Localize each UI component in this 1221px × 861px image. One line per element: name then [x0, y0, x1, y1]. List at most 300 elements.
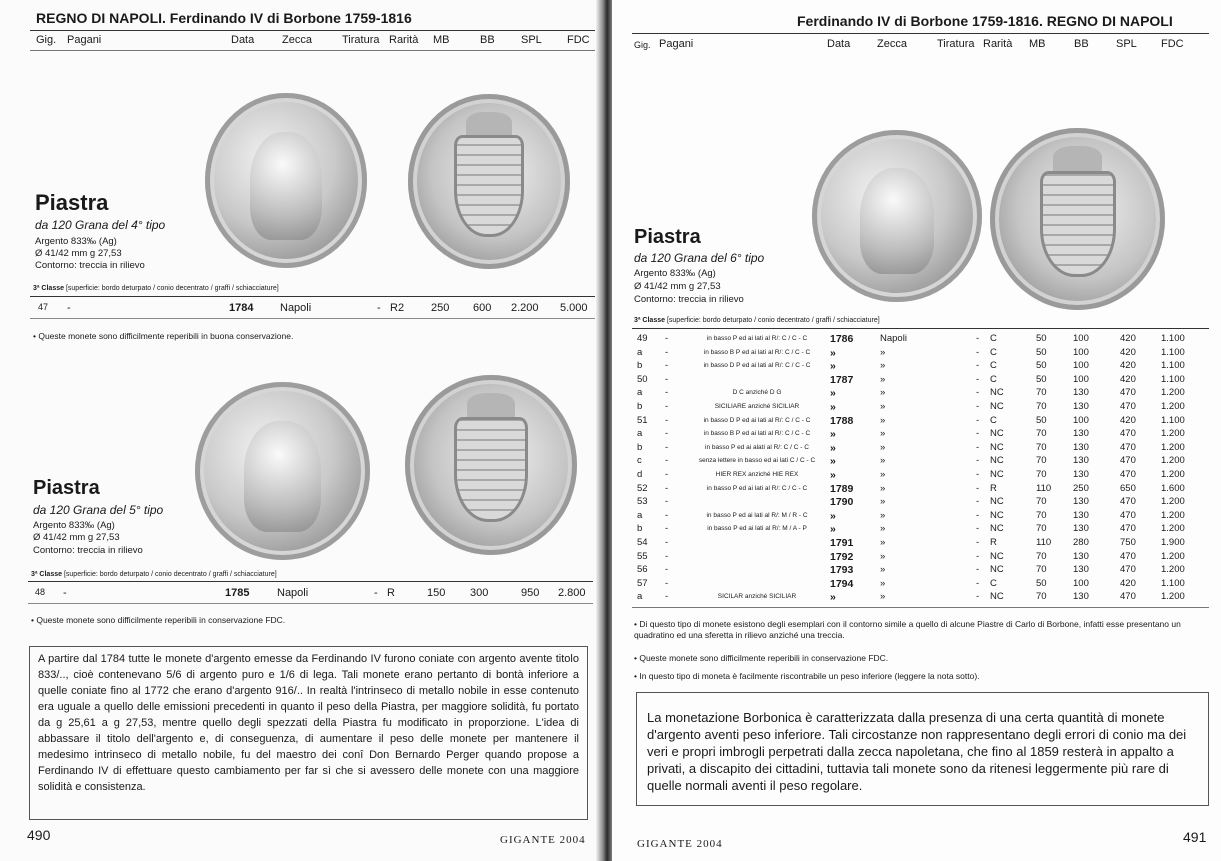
row-bb: 130 [1073, 564, 1089, 576]
row-num: 57 [637, 577, 648, 589]
row-bb: 100 [1073, 346, 1089, 358]
coin1-class [33, 285, 279, 292]
row-bb: 250 [1073, 482, 1089, 494]
row-zecca: » [880, 469, 886, 480]
row-zecca: Napoli [880, 333, 907, 344]
table-bottom-rule [632, 607, 1209, 608]
row-dash: - [665, 414, 669, 426]
page-footer: GIGANTE 2004 [500, 834, 586, 846]
col-pagani: Pagani [659, 38, 694, 50]
crown-emblem [467, 393, 515, 420]
row-num: 52 [637, 482, 648, 494]
row-zecca: » [880, 414, 886, 426]
coin1-obverse-image [205, 93, 367, 268]
row-date: 1785 [225, 587, 250, 599]
row-fdc: 1.200 [1161, 469, 1185, 480]
coin-class [634, 317, 880, 324]
row-fdc: 1.100 [1161, 373, 1185, 385]
coin2-metal: Argento 833‰ (Ag) [33, 520, 115, 531]
row-dash: - [665, 509, 669, 521]
coin-obverse-image [812, 130, 982, 302]
row-rarity: NC [990, 387, 1004, 399]
row-date: » [830, 523, 836, 536]
section-title: REGNO DI NAPOLI. Ferdinando IV di Borbone 1759-1816 [36, 10, 412, 26]
row-date: » [830, 591, 836, 604]
info-box: La monetazione Borbonica è caratterizzata dalla presenza di una certa quantità di monete d'argento aventi peso inferiore. Tali circostanze non rappresentano degli errori di conio ma dei veri e propri imbrogli perpetrati dalla zecca napoletana, che fino al 1859 resterà in appalto a privati, a discapito dei cittadini, tuttavia tali monete sono da ritenesi leggermente più rare di quelle normali aventi il peso regolare. [636, 692, 1209, 806]
row-spl: 750 [1120, 537, 1136, 548]
row-dash: - [665, 387, 669, 399]
row-rarity-dash: - [976, 387, 980, 399]
row-num: 54 [637, 537, 648, 548]
row-rarity-dash: - [976, 496, 980, 508]
row-bb: 130 [1073, 591, 1089, 603]
row-rarity: NC [990, 441, 1004, 453]
row-fdc: 1.200 [1161, 496, 1185, 508]
row-dash: - [665, 537, 669, 548]
row-rarity-dash: - [377, 302, 381, 314]
row-bb: 130 [1073, 550, 1089, 562]
row-date: 1793 [830, 564, 854, 577]
row-fdc: 1.200 [1161, 387, 1185, 399]
coin1-note: • Queste monete sono difficilmente reperibili in buona conservazione. [33, 331, 294, 341]
row-dash: - [665, 346, 669, 358]
row-spl: 950 [521, 587, 540, 599]
table-row [612, 375, 1202, 386]
row-bb: 130 [1073, 523, 1089, 535]
coat-of-arms-shield [1043, 174, 1113, 274]
portrait-bust [250, 132, 321, 241]
row-bb: 600 [473, 302, 492, 314]
row-date: 1784 [229, 302, 254, 314]
row-spl: 470 [1120, 591, 1136, 603]
row-date: » [830, 387, 836, 400]
row-spl: 420 [1120, 373, 1136, 385]
row-date: 1792 [830, 550, 854, 563]
row-spl: 470 [1120, 455, 1136, 467]
coin2-edge: Contorno: treccia in rilievo [33, 545, 143, 556]
table-row [612, 416, 1202, 427]
row-rarity-dash: - [374, 587, 378, 599]
table-row [0, 587, 600, 601]
row-dash: - [665, 441, 669, 453]
row-rarity-dash: - [976, 469, 980, 480]
section-title: Ferdinando IV di Borbone 1759-1816. REGNO DI NAPOLI [797, 13, 1173, 29]
table-row [612, 429, 1202, 440]
row-bb: 100 [1073, 577, 1089, 589]
table-row [612, 579, 1202, 590]
row-fdc: 1.200 [1161, 441, 1185, 453]
coin2-note: • Queste monete sono difficilmente reperibili in conservazione FDC. [31, 615, 286, 625]
row-zecca: » [880, 373, 886, 385]
row-description: in basso P ed ai lati al R/: M / R - C [706, 511, 808, 519]
coin-metal: Argento 833‰ (Ag) [634, 268, 716, 279]
row-fdc: 1.100 [1161, 577, 1185, 589]
table-row [612, 443, 1202, 454]
row-num: a [637, 428, 643, 440]
row-date: » [830, 346, 836, 359]
class-description: [superficie: bordo deturpato / conio decentrato / graffi / schiacciature] [64, 285, 279, 292]
row-num: 51 [637, 414, 648, 426]
table-row [612, 511, 1202, 522]
row-rarity: NC [990, 509, 1004, 521]
page-number: 491 [1183, 829, 1207, 845]
row-mb: 70 [1036, 455, 1047, 467]
row-rarity-dash: - [976, 523, 980, 535]
row-dash: - [665, 428, 669, 440]
header-rule [30, 50, 595, 51]
row-description: HIER REX anziché HIE REX [715, 471, 799, 478]
col-mb: MB [1029, 38, 1046, 50]
crown-emblem [1053, 146, 1102, 173]
row-num: 56 [637, 564, 648, 576]
row-description: in basso P ed ai lati al R/: C / C - C [706, 335, 808, 342]
coin-edge: Contorno: treccia in rilievo [634, 294, 744, 305]
row-dash: - [665, 550, 669, 562]
coin-reverse-image [990, 128, 1165, 310]
coin2-obverse-image [195, 382, 370, 560]
col-zecca: Zecca [282, 34, 312, 46]
row-zecca: » [880, 577, 886, 589]
row-mb: 50 [1036, 577, 1047, 589]
row-zecca: » [880, 496, 886, 508]
row-rarity: C [990, 333, 997, 344]
row-fdc: 1.200 [1161, 401, 1185, 412]
row-dash: - [665, 333, 669, 344]
row-dash: - [665, 577, 669, 589]
table-row [612, 484, 1202, 495]
col-rarita: Rarità [389, 34, 419, 46]
table-row [612, 592, 1202, 603]
col-gig: Gig. [36, 34, 57, 46]
row-mb: 250 [431, 302, 450, 314]
row-bb: 130 [1073, 441, 1089, 453]
row-rarity-dash: - [976, 537, 980, 548]
row-fdc: 1.100 [1161, 414, 1185, 426]
row-spl: 470 [1120, 469, 1136, 480]
coin1-reverse-image [408, 94, 570, 269]
row-fdc: 2.800 [558, 587, 586, 599]
row-rarity-dash: - [976, 550, 980, 562]
row-dash: - [665, 496, 669, 508]
row-rarity-dash: - [976, 455, 980, 467]
row-dash: - [665, 523, 669, 535]
row-zecca: Napoli [277, 587, 309, 599]
info-box: A partire dal 1784 tutte le monete d'argento emesse da Ferdinando IV furono coniate con argento avente titolo 833/.., cioè contenevano 5/6 di argento puro e 1/6 di lega. Tali monete erano pertanto di bontà inferiore a quelle coniate fino al 1772 che erano d'argento 916/.. In realtà l'intrinseco di metallo nobile in esse contenuto era uguale a quello delle emissioni precedenti in quanto il peso della Piastra, per maggiore solidità, fu portato da g 25,61 a g 27,53, mentre quello degli spezzati della Piastra fu modificato in proporzione. L'idea di abbassare il titolo dell'argento e, di conseguenza, di aumentare il peso delle monete per mantenere il medesimo intrinseco di metallo nobile, fu del maestro dei conî Don Bernardo Perger quando propose a Ferdinando IV di effettuare questo cambiamento per far sì che si avessero delle monete con una maggiore solidità e consistenza. [29, 646, 588, 820]
row-bb: 130 [1073, 428, 1089, 440]
row-spl: 470 [1120, 441, 1136, 453]
variant-table [612, 334, 1221, 606]
row-description: in basso B P ed ai lati al R/: C / C - C [703, 348, 811, 356]
row-mb: 150 [427, 587, 446, 599]
coin1-edge: Contorno: treccia in rilievo [35, 260, 145, 271]
row-dash: - [665, 360, 669, 372]
row-zecca: » [880, 523, 886, 535]
row-zecca: » [880, 509, 886, 521]
row-zecca: » [880, 428, 886, 440]
row-fdc: 5.000 [560, 302, 588, 314]
row-rarity-dash: - [976, 428, 980, 440]
row-mb: 110 [1036, 482, 1052, 494]
row-spl: 650 [1120, 482, 1136, 494]
row-fdc: 1.600 [1161, 482, 1185, 494]
row-rarity: C [990, 360, 997, 372]
row-spl: 420 [1120, 360, 1136, 372]
row-num: b [637, 441, 643, 453]
col-tiratura: Tiratura [342, 34, 380, 46]
row-rule [30, 296, 595, 297]
row-zecca: » [880, 482, 886, 494]
row-fdc: 1.200 [1161, 550, 1185, 562]
table-header [0, 34, 600, 48]
row-rarity: NC [990, 523, 1004, 535]
row-date: 1790 [830, 496, 854, 509]
col-spl: SPL [1116, 38, 1137, 50]
row-description: D C anziché D G [732, 389, 782, 397]
row-date: 1794 [830, 577, 854, 590]
row-description: in basso P ed ai lati al R/: C / C - C [706, 484, 808, 492]
class-label: 3ª Classe [31, 571, 63, 578]
table-row [612, 361, 1202, 372]
col-spl: SPL [521, 34, 542, 46]
page-footer: GIGANTE 2004 [637, 838, 723, 850]
row-date: 1791 [830, 537, 854, 549]
row-spl: 470 [1120, 428, 1136, 440]
row-rarity: NC [990, 496, 1004, 508]
row-zecca: » [880, 346, 886, 358]
row-num: 48 [35, 587, 46, 597]
row-num: a [637, 591, 643, 603]
col-gig: Gig. [634, 40, 651, 50]
row-mb: 70 [1036, 469, 1047, 480]
row-rarity-dash: - [976, 577, 980, 589]
table-row [612, 334, 1202, 345]
row-spl: 470 [1120, 496, 1136, 508]
row-rarity-dash: - [976, 414, 980, 426]
row-num: b [637, 523, 643, 535]
row-zecca: Napoli [280, 302, 312, 314]
row-num: 55 [637, 550, 648, 562]
row-description: in basso D P ed ai lati al R/: C / C - C [703, 416, 811, 424]
row-description: SICILIARE anziché SICILIAR [714, 403, 800, 410]
row-dash: - [67, 302, 71, 314]
coin1-metal: Argento 833‰ (Ag) [35, 236, 117, 247]
coin-subtitle: da 120 Grana del 6° tipo [634, 251, 765, 265]
row-description: in basso P ed ai lati al R/: M / A - P [707, 525, 807, 533]
row-dash: - [665, 482, 669, 494]
row-zecca: » [880, 401, 886, 412]
coin1-subtitle: da 120 Grana del 4° tipo [35, 218, 166, 232]
variant-note-2: • Queste monete sono difficilmente reperibili in conservazione FDC. [634, 653, 889, 663]
row-description: in basso P ed ai alati al R/: C / C - C [705, 443, 809, 451]
row-mb: 50 [1036, 373, 1047, 385]
row-rarity: R [990, 537, 997, 548]
row-description: senza lettere in basso ed ai lati C / C - C [698, 457, 816, 465]
coin1-name: Piastra [35, 190, 109, 215]
row-num: 53 [637, 496, 648, 508]
row-zecca: » [880, 550, 886, 562]
row-fdc: 1.200 [1161, 591, 1185, 603]
coin-name: Piastra [634, 226, 701, 248]
row-fdc: 1.200 [1161, 509, 1185, 521]
row-bb: 130 [1073, 496, 1089, 508]
row-rarity: R [990, 482, 997, 494]
table-row [612, 402, 1202, 413]
row-spl: 420 [1120, 414, 1136, 426]
col-pagani: Pagani [67, 34, 102, 46]
coin2-name: Piastra [33, 477, 100, 499]
class-label: 3ª Classe [634, 317, 666, 324]
row-rarity: C [990, 346, 997, 358]
right-page [612, 0, 1221, 861]
table-row [612, 497, 1202, 508]
row-mb: 70 [1036, 564, 1047, 576]
col-rarita: Rarità [983, 38, 1013, 50]
row-dash: - [665, 401, 669, 412]
row-num: 49 [637, 333, 648, 344]
coin2-dimensions: Ø 41/42 mm g 27,53 [33, 532, 120, 543]
variant-note-1: • Di questo tipo di monete esistono degli esemplari con il contorno simile a quello di alcune Piastre di Carlo di Borbone, infatti esse presentano un quadratino ed una sferetta in rilievo anziché una treccia. [634, 619, 1181, 640]
row-mb: 70 [1036, 509, 1047, 521]
coin2-subtitle: da 120 Grana del 5° tipo [33, 503, 164, 517]
row-fdc: 1.200 [1161, 564, 1185, 576]
row-rarity-dash: - [976, 346, 980, 358]
row-mb: 70 [1036, 387, 1047, 399]
coin1-dimensions: Ø 41/42 mm g 27,53 [35, 248, 122, 259]
coin-dimensions: Ø 41/42 mm g 27,53 [634, 281, 721, 292]
row-rarity-dash: - [976, 509, 980, 521]
row-num: a [637, 387, 643, 399]
col-fdc: FDC [567, 34, 590, 46]
row-bb: 130 [1073, 401, 1089, 412]
row-fdc: 1.200 [1161, 455, 1185, 467]
col-mb: MB [433, 34, 450, 46]
row-bb: 100 [1073, 333, 1089, 344]
table-row [612, 470, 1202, 481]
row-rarity: NC [990, 591, 1004, 603]
col-fdc: FDC [1161, 38, 1184, 50]
class-label: 3ª Classe [33, 285, 65, 292]
row-rarity-dash: - [976, 360, 980, 372]
row-zecca: » [880, 441, 886, 453]
row-spl: 420 [1120, 333, 1136, 344]
row-fdc: 1.200 [1161, 428, 1185, 440]
row-rule [28, 581, 593, 582]
row-bb: 100 [1073, 414, 1089, 426]
row-dash: - [665, 373, 669, 385]
row-rarity: NC [990, 564, 1004, 576]
crown-emblem [466, 112, 511, 138]
row-fdc: 1.200 [1161, 523, 1185, 535]
row-rarity: NC [990, 550, 1004, 562]
col-tiratura: Tiratura [937, 38, 975, 50]
table-row [612, 456, 1202, 467]
row-description: in basso D P ed ai lati al R/: C / C - C [703, 362, 811, 370]
row-rarity-dash: - [976, 482, 980, 494]
row-mb: 50 [1036, 414, 1047, 426]
row-dash: - [665, 564, 669, 576]
row-date: 1788 [830, 414, 854, 427]
col-data: Data [827, 38, 851, 50]
row-bb: 280 [1073, 537, 1089, 548]
row-bb: 130 [1073, 387, 1089, 399]
row-rule [632, 328, 1209, 329]
row-dash: - [665, 455, 669, 467]
row-mb: 50 [1036, 333, 1047, 344]
row-dash: - [665, 591, 669, 603]
row-spl: 470 [1120, 509, 1136, 521]
row-spl: 470 [1120, 387, 1136, 399]
coin2-reverse-image [405, 375, 577, 555]
row-date: » [830, 455, 836, 468]
table-row [612, 388, 1202, 399]
row-zecca: » [880, 455, 886, 467]
row-mb: 70 [1036, 496, 1047, 508]
row-num: c [637, 455, 642, 467]
col-bb: BB [480, 34, 495, 46]
left-page [0, 0, 600, 861]
row-num: d [637, 469, 643, 480]
table-row [0, 302, 600, 316]
row-rule [30, 318, 595, 319]
row-spl: 470 [1120, 401, 1136, 412]
row-mb: 110 [1036, 537, 1052, 548]
row-date: » [830, 441, 836, 454]
coat-of-arms-shield [457, 420, 526, 519]
row-date: » [830, 401, 836, 413]
row-rarity-dash: - [976, 373, 980, 385]
row-rarity: C [990, 373, 997, 385]
col-bb: BB [1074, 38, 1089, 50]
portrait-bust [860, 168, 935, 275]
row-bb: 130 [1073, 469, 1089, 480]
row-rarity-dash: - [976, 441, 980, 453]
row-rarity-dash: - [976, 564, 980, 576]
row-mb: 70 [1036, 523, 1047, 535]
row-num: b [637, 401, 643, 412]
row-rarity: R [387, 587, 395, 599]
row-date: 1786 [830, 333, 854, 345]
row-rarity: NC [990, 401, 1004, 412]
row-zecca: » [880, 537, 886, 548]
col-data: Data [231, 34, 255, 46]
row-bb: 100 [1073, 373, 1089, 385]
row-date: » [830, 509, 836, 522]
row-num: a [637, 346, 643, 358]
coat-of-arms-shield [457, 138, 522, 234]
row-num: 50 [637, 373, 648, 385]
row-rule [28, 603, 593, 604]
row-date: » [830, 360, 836, 373]
row-date: 1787 [830, 373, 854, 386]
row-description: SICILAR anziché SICILIAR [717, 593, 797, 601]
row-mb: 70 [1036, 591, 1047, 603]
table-header [612, 38, 1221, 52]
row-fdc: 1.900 [1161, 537, 1185, 548]
row-mb: 50 [1036, 360, 1047, 372]
row-mb: 50 [1036, 346, 1047, 358]
row-mb: 70 [1036, 550, 1047, 562]
row-rarity-dash: - [976, 591, 980, 603]
row-num: a [637, 509, 643, 521]
title-rule [30, 30, 595, 31]
row-zecca: » [880, 591, 886, 603]
row-spl: 420 [1120, 346, 1136, 358]
row-spl: 2.200 [511, 302, 539, 314]
row-num: 47 [38, 302, 49, 312]
row-rarity: C [990, 414, 997, 426]
coin2-class [31, 571, 277, 578]
row-zecca: » [880, 564, 886, 576]
